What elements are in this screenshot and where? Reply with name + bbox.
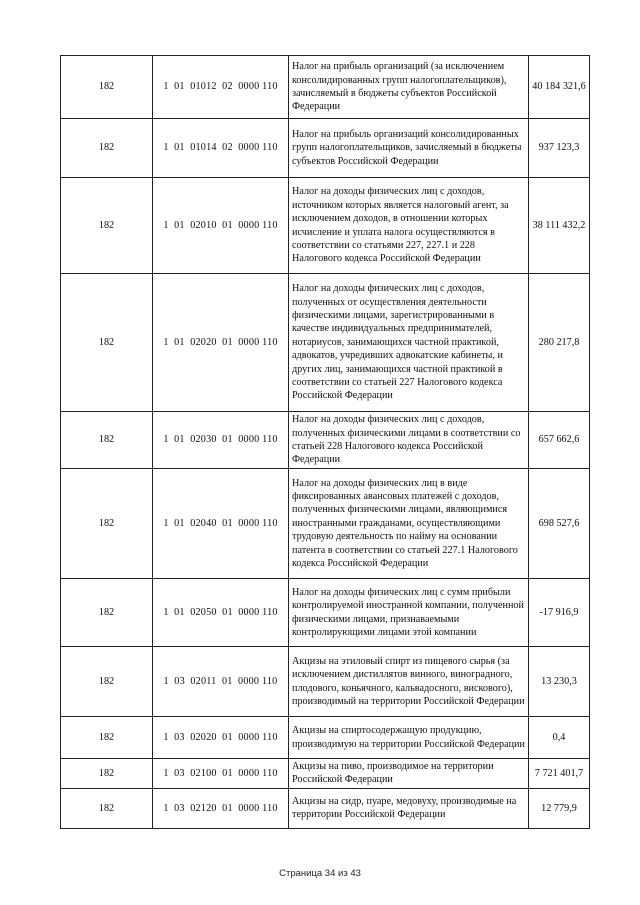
description-cell: Налог на доходы физических лиц с сумм прибыли контролируемой иностранной компании, полученной физическими лицами, признаваемыми контролирующими лицами этой компании	[289, 579, 529, 647]
amount-cell: 12 779,9	[529, 788, 590, 828]
description-cell: Акцизы на пиво, производимое на территории Российской Федерации	[289, 759, 529, 789]
table-row	[61, 56, 590, 119]
budget-code-cell: 1 01 02030 01 0000 110	[153, 412, 289, 469]
amount-cell: 38 111 432,2	[529, 178, 590, 274]
table-row	[61, 412, 590, 469]
admin-code-cell: 182	[61, 178, 153, 274]
admin-code-cell: 182	[61, 56, 153, 119]
budget-code-cell: 1 01 01012 02 0000 110	[153, 56, 289, 119]
description-cell: Налог на прибыль организаций (за исключением консолидированных групп налогоплательщиков), зачисляемый в бюджеты субъектов Российской Федерации	[289, 56, 529, 119]
amount-cell: 7 721 401,7	[529, 759, 590, 789]
description-cell: Налог на доходы физических лиц с доходов, полученных физическими лицами в соответствии со статьей 228 Налогового кодекса Российской Федерации	[289, 412, 529, 469]
budget-revenue-table	[60, 55, 590, 829]
description-cell: Акцизы на сидр, пуаре, медовуху, производимые на территории Российской Федерации	[289, 788, 529, 828]
table-row	[61, 717, 590, 759]
budget-code-cell: 1 03 02011 01 0000 110	[153, 647, 289, 717]
admin-code-cell: 182	[61, 119, 153, 178]
admin-code-cell: 182	[61, 788, 153, 828]
page-number: Страница 34 из 43	[279, 868, 361, 879]
amount-cell: 40 184 321,6	[529, 56, 590, 119]
description-cell: Акцизы на этиловый спирт из пищевого сырья (за исключением дистиллятов винного, виноградного, плодового, коньячного, кальвадосного, вискового), производимый на территории Российской Федерации	[289, 647, 529, 717]
table-row	[61, 788, 590, 828]
amount-cell: 657 662,6	[529, 412, 590, 469]
table-body	[61, 56, 590, 829]
budget-code-cell: 1 01 01014 02 0000 110	[153, 119, 289, 178]
amount-cell: -17 916,9	[529, 579, 590, 647]
table-row	[61, 119, 590, 178]
table-row	[61, 178, 590, 274]
table-row	[61, 274, 590, 412]
amount-cell: 280 217,8	[529, 274, 590, 412]
budget-code-cell: 1 03 02120 01 0000 110	[153, 788, 289, 828]
budget-code-cell: 1 01 02040 01 0000 110	[153, 469, 289, 579]
admin-code-cell: 182	[61, 759, 153, 789]
budget-code-cell: 1 03 02020 01 0000 110	[153, 717, 289, 759]
budget-code-cell: 1 03 02100 01 0000 110	[153, 759, 289, 789]
description-cell: Налог на прибыль организаций консолидированных групп налогоплательщиков, зачисляемый в бюджеты субъектов Российской Федерации	[289, 119, 529, 178]
table-row	[61, 759, 590, 789]
admin-code-cell: 182	[61, 717, 153, 759]
amount-cell: 698 527,6	[529, 469, 590, 579]
budget-code-cell: 1 01 02020 01 0000 110	[153, 274, 289, 412]
description-cell: Налог на доходы физических лиц с доходов, полученных от осуществления деятельности физическими лицами, зарегистрированными в качестве индивидуальных предпринимателей, нотариусов, занимающихся частной практикой, адвокатов, учредивших адвокатские кабинеты, и других лиц, занимающихся частной практикой в соответствии со статьей 227 Налогового кодекса Российской Федерации	[289, 274, 529, 412]
table-row	[61, 469, 590, 579]
table-row	[61, 579, 590, 647]
amount-cell: 13 230,3	[529, 647, 590, 717]
amount-cell: 937 123,3	[529, 119, 590, 178]
table-row	[61, 647, 590, 717]
admin-code-cell: 182	[61, 579, 153, 647]
budget-code-cell: 1 01 02010 01 0000 110	[153, 178, 289, 274]
admin-code-cell: 182	[61, 274, 153, 412]
admin-code-cell: 182	[61, 647, 153, 717]
description-cell: Налог на доходы физических лиц с доходов, источником которых является налоговый агент, за исключением доходов, в отношении которых исчисление и уплата налога осуществляются в соответствии со статьями 227, 227.1 и 228 Налогового кодекса Российской Федерации	[289, 178, 529, 274]
budget-code-cell: 1 01 02050 01 0000 110	[153, 579, 289, 647]
amount-cell: 0,4	[529, 717, 590, 759]
description-cell: Налог на доходы физических лиц в виде фиксированных авансовых платежей с доходов, полученных физическими лицами, являющимися иностранными гражданами, осуществляющими трудовую деятельность по найму на основании патента в соответствии со статьей 227.1 Налогового кодекса Российской Федерации	[289, 469, 529, 579]
admin-code-cell: 182	[61, 412, 153, 469]
description-cell: Акцизы на спиртосодержащую продукцию, производимую на территории Российской Федерации	[289, 717, 529, 759]
admin-code-cell: 182	[61, 469, 153, 579]
